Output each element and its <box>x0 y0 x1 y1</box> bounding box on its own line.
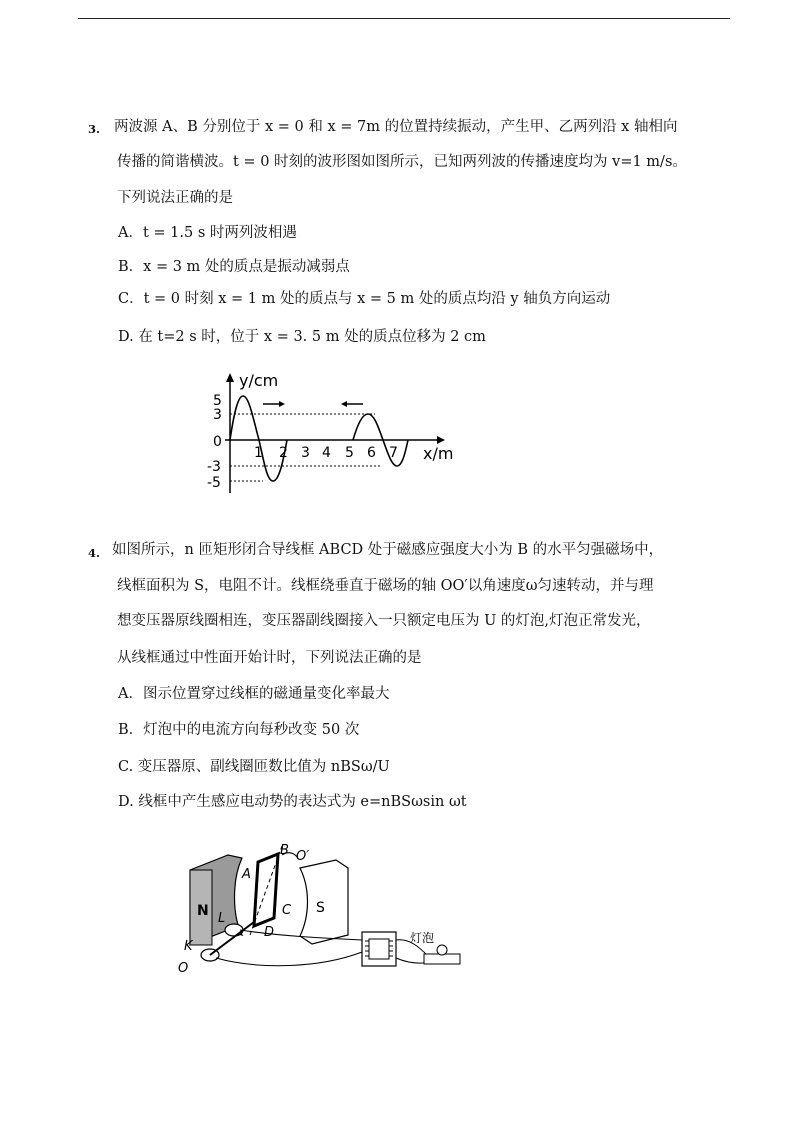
x-axis-arrow-icon <box>437 436 445 444</box>
x-tick-label: 6 <box>367 445 376 461</box>
header-rule <box>78 18 730 19</box>
label-bulb: 灯泡 <box>410 931 435 945</box>
y-tick-label: 3 <box>213 407 222 423</box>
option-d: D. 线框中产生感应电动势的表达式为 e=nBSωsin ωt <box>118 794 467 810</box>
label-n: N <box>197 903 209 919</box>
x-tick-label: 4 <box>322 445 331 461</box>
question-stem-line: 想变压器原线圈相连，变压器副线圈接入一只额定电压为 U 的灯泡,灯泡正常发光， <box>117 613 651 629</box>
label-d: D <box>264 925 275 940</box>
option-c: C. 变压器原、副线圈匝数比值为 nBSω/U <box>118 759 390 775</box>
label-a: A <box>242 867 251 882</box>
x-tick-label: 5 <box>345 445 354 461</box>
y-tick-label: 0 <box>213 434 222 450</box>
y-tick-label: -3 <box>207 459 221 475</box>
label-b: B <box>280 843 289 858</box>
arrow-left-head-icon <box>341 401 347 407</box>
wave-a-curve <box>230 396 287 481</box>
arrow-right-head-icon <box>279 401 285 407</box>
question-number: 3. <box>88 122 101 136</box>
wave-graph <box>205 368 470 498</box>
bulb-icon <box>437 945 447 955</box>
option-a: A．图示位置穿过线框的磁通量变化率最大 <box>118 686 390 702</box>
question-stem-line: 如图所示，n 匝矩形闭合导线框 ABCD 处于磁感应强度大小为 B 的水平匀强磁场中， <box>112 542 664 558</box>
question-stem-line: 传播的简谐横波。t = 0 时刻的波形图如图所示，已知两列波的传播速度均为 v=1 m/s。 <box>117 154 687 170</box>
question-stem-line: 从线框通过中性面开始计时，下列说法正确的是 <box>117 650 422 666</box>
x-tick-label: 7 <box>389 445 398 461</box>
question-stem-line: 两波源 A、B 分别位于 x = 0 和 x = 7m 的位置持续振动，产生甲、乙两列沿 x 轴相向 <box>114 119 678 135</box>
question-stem-line: 下列说法正确的是 <box>117 190 233 206</box>
label-l: L <box>218 911 226 926</box>
label-k: K <box>184 939 193 954</box>
option-b: B．x = 3 m 处的质点是振动减弱点 <box>118 259 350 275</box>
option-c: C．t = 0 时刻 x = 1 m 处的质点与 x = 5 m 处的质点均沿 y 轴负方向运动 <box>118 291 611 307</box>
x-tick-label: 3 <box>301 445 310 461</box>
y-tick-label: -5 <box>207 475 221 491</box>
transformer <box>362 932 396 966</box>
y-axis-arrow-icon <box>226 373 234 382</box>
x-axis-label: x/m <box>423 444 454 463</box>
option-b: B．灯泡中的电流方向每秒改变 50 次 <box>118 722 360 738</box>
generator-figure <box>170 840 470 980</box>
y-axis-label: y/cm <box>239 371 279 390</box>
x-tick-label: 1 <box>254 445 263 461</box>
label-s: S <box>316 900 325 916</box>
question-stem-line: 线框面积为 S，电阻不计。线框绕垂直于磁场的轴 OO′以角速度ω匀速转动，并与理 <box>117 578 654 594</box>
option-d: D. 在 t=2 s 时，位于 x = 3. 5 m 处的质点位移为 2 cm <box>118 329 486 345</box>
label-o: O <box>178 961 189 976</box>
label-o-prime: O′ <box>296 849 310 864</box>
question-number: 4. <box>88 546 101 560</box>
label-c: C <box>282 903 292 918</box>
y-tick-label: 5 <box>213 393 222 409</box>
x-tick-label: 2 <box>279 445 288 461</box>
wire <box>216 952 362 966</box>
option-a: A．t = 1.5 s 时两列波相遇 <box>118 225 297 241</box>
